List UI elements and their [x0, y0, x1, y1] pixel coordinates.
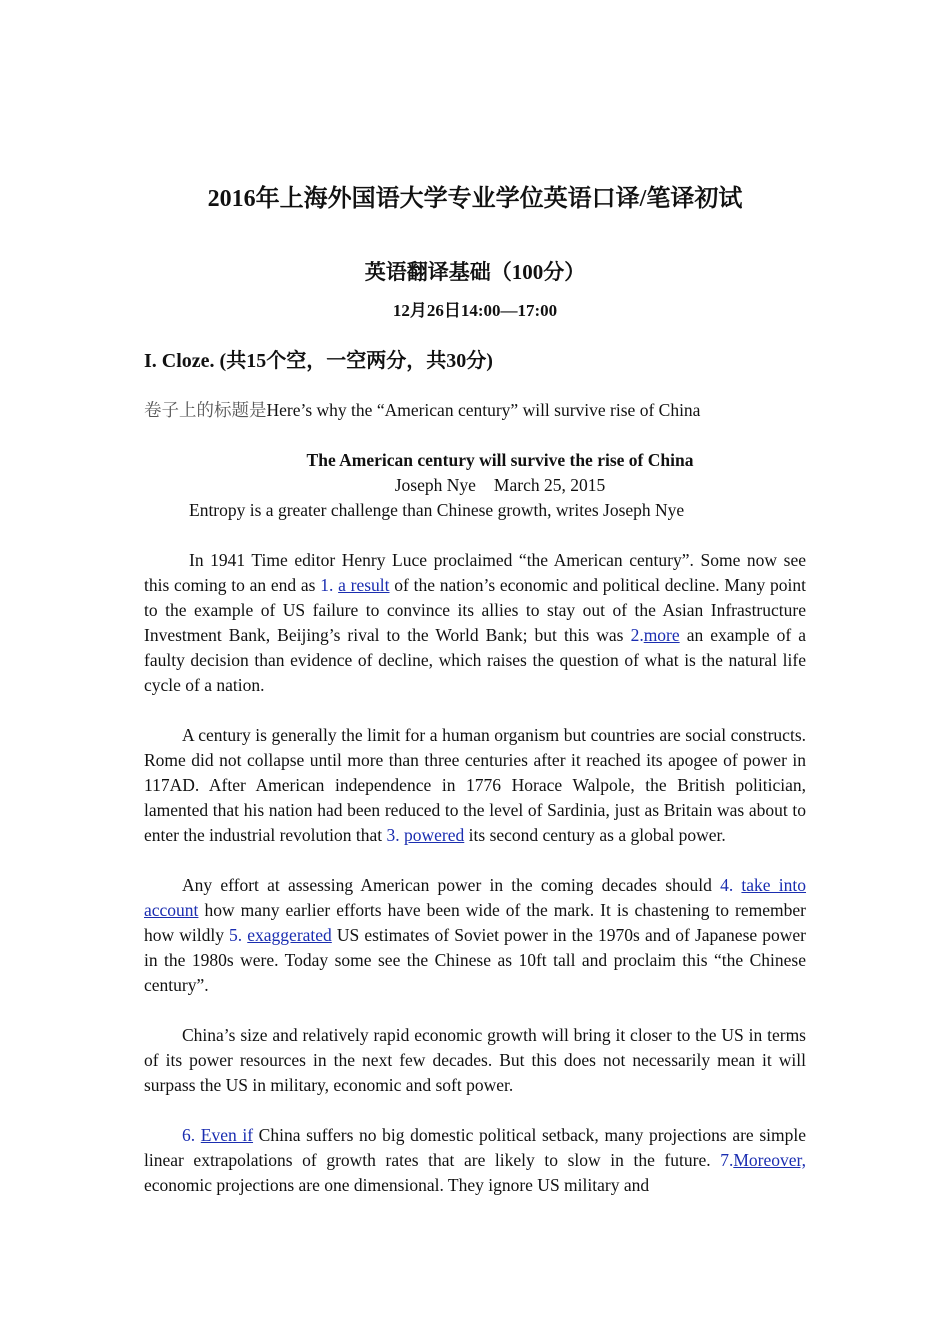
paragraph-text: its second century as a global power.: [464, 825, 726, 845]
answer-link-4[interactable]: take into account: [144, 875, 807, 920]
paragraph-2: [144, 723, 806, 848]
exam-title: 2016年上海外国语大学专业学位英语口译/笔译初试: [207, 186, 743, 212]
paragraph-text: In 1941 Time editor Henry Luce proclaimed “the American century”. Some now see this coming to an end as: [144, 550, 806, 595]
section-heading: I. Cloze. (共15个空，一空两分，共30分): [144, 350, 493, 372]
paragraph-4: [144, 1023, 806, 1098]
exam-time: 12月26日14:00—17:00: [392, 301, 558, 320]
answer-link-1[interactable]: a result: [338, 575, 390, 595]
title-note-prefix: 卷子上的标题是: [144, 400, 267, 420]
article-body: [144, 548, 806, 1223]
paragraph-text: how many earlier efforts have been wide of the mark. It is chastening to remember how wildly: [144, 900, 806, 945]
article-header: [144, 448, 806, 523]
answer-link-3[interactable]: powered: [404, 825, 465, 845]
paragraph-text: China’s size and relatively rapid economic growth will bring it closer to the US in terms of its power resources in the next few decades. But this does not necessarily mean it will surpass the US in military, economic and soft power.: [144, 1025, 806, 1095]
paragraph-text: US estimates of Soviet power in the 1970s and of Japanese power in the 1980s were. Today some see the Chinese as 10ft tall and proclaim this “the Chinese century”.: [144, 925, 806, 995]
paragraph-1: [144, 548, 806, 698]
article-author: Joseph Nye: [394, 475, 476, 495]
paragraph-text: Any effort at assessing American power in the coming decades should: [182, 875, 721, 895]
blank-number-7: 7.: [720, 1150, 734, 1170]
answer-link-6[interactable]: Even if: [200, 1125, 254, 1145]
paragraph-text: China suffers no big domestic political setback, many projections are simple linear extrapolations of growth rates that are likely to slow in the future.: [144, 1125, 806, 1170]
article-dek: Entropy is a greater challenge than Chinese growth, writes Joseph Nye: [189, 500, 685, 520]
blank-number-6: 6.: [182, 1125, 201, 1145]
paragraph-5: [144, 1123, 806, 1198]
paragraph-text: economic projections are one dimensional. They ignore US military and: [144, 1175, 650, 1195]
paragraph-3: [144, 873, 806, 998]
blank-number-4: 4.: [720, 875, 742, 895]
article-byline: [144, 473, 806, 498]
answer-link-5[interactable]: exaggerated: [247, 925, 332, 945]
paragraph-text: A century is generally the limit for a human organism but countries are social constructs. Rome did not collapse until more than three centuries after it reached its apogee of power in 117AD. After American independence in 1776 Horace Walpole, the British politician, lamented that his nation had been reduced to the level of Sardinia, just as Britain was about to enter the industrial revolution that: [144, 725, 806, 845]
paragraph-text: of the nation’s economic and political decline. Many point to the example of US failure to convince its allies to stay out of the Asian Infrastructure Investment Bank, Beijing’s rival to the World Bank; but this was: [144, 575, 806, 645]
blank-number-2: 2.: [630, 625, 644, 645]
blank-number-5: 5.: [229, 925, 248, 945]
answer-link-7[interactable]: Moreover,: [733, 1150, 806, 1170]
title-note-text: Here’s why the “American century” will survive rise of China: [266, 400, 701, 420]
article-date: March 25, 2015: [493, 475, 606, 495]
answer-link-2[interactable]: more: [643, 625, 680, 645]
paragraph-text: an example of a faulty decision than evidence of decline, which raises the question of what is the natural life cycle of a nation.: [144, 625, 806, 695]
article-title: The American century will survive the rise of China: [306, 450, 694, 470]
blank-number-3: 3.: [386, 825, 405, 845]
blank-number-1: 1.: [320, 575, 339, 595]
title-note: [144, 398, 700, 423]
exam-subtitle: 英语翻译基础（100分）: [364, 260, 586, 284]
